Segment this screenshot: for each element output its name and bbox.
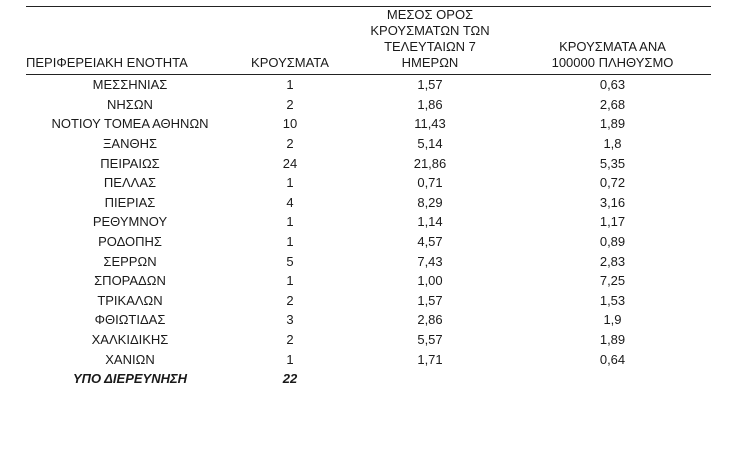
header-per100k	[514, 7, 711, 75]
cell-avg7: 21,86	[413, 155, 447, 171]
cell-region: ΡΕΘΥΜΝΟΥ	[92, 214, 168, 230]
cell-per100k: 2,83	[599, 253, 626, 269]
table-row	[26, 95, 711, 115]
cell-avg7: 4,57	[417, 234, 443, 250]
cell-region: ΝΟΤΙΟΥ ΤΟΜΕΑ ΑΘΗΝΩΝ	[51, 116, 209, 132]
cell-cases: 1	[286, 351, 294, 367]
cell-region: ΧΑΛΚΙΔΙΚΗΣ	[91, 332, 169, 348]
cell-per100k: 1,8	[603, 136, 622, 152]
cell-avg7: 11,43	[414, 116, 446, 132]
cell-cases: 4	[286, 194, 294, 210]
cell-avg7: 5,14	[417, 136, 443, 152]
cell-avg7: 1,57	[417, 292, 443, 308]
cell-avg7: 0,71	[417, 175, 443, 191]
cell-region: ΦΘΙΩΤΙΔΑΣ	[94, 312, 166, 328]
cell-cases: 5	[286, 253, 294, 269]
header-avg7-line: ΚΡΟΥΣΜΑΤΩΝ ΤΩΝ	[370, 23, 490, 38]
cell-region: ΜΕΣΣΗΝΙΑΣ	[92, 77, 168, 93]
header-row	[26, 7, 711, 75]
cell-region: ΤΡΙΚΑΛΩΝ	[97, 292, 163, 308]
cell-per100k: 7,25	[599, 273, 626, 289]
cell-region: ΞΑΝΘΗΣ	[102, 136, 158, 152]
table-row	[26, 114, 711, 134]
cell-region: ΣΕΡΡΩΝ	[103, 253, 157, 269]
cell-cases: 1	[286, 234, 294, 250]
table-row	[26, 212, 711, 232]
cell-avg7: 2,86	[417, 312, 443, 328]
header-cases: ΚΡΟΥΣΜΑΤΑ	[234, 7, 346, 75]
table-row	[26, 134, 711, 154]
cell-cases: 3	[286, 312, 294, 328]
cell-per100k: 0,63	[599, 77, 626, 93]
header-region: ΠΕΡΙΦΕΡΕΙΑΚΗ ΕΝΟΤΗΤΑ	[26, 7, 234, 75]
table-row	[26, 310, 711, 330]
table-row	[26, 271, 711, 291]
cell-cases: 1	[286, 214, 294, 230]
cell-region: ΝΗΣΩΝ	[107, 96, 153, 112]
table-row	[26, 153, 711, 173]
cell-avg7: 7,43	[417, 253, 443, 269]
header-avg7-line: ΜΕΣΟΣ ΟΡΟΣ	[386, 7, 474, 22]
cell-region: ΠΙΕΡΙΑΣ	[104, 194, 156, 210]
cell-per100k: 1,89	[599, 332, 626, 348]
header-avg7	[346, 7, 514, 75]
cell-region: ΣΠΟΡΑΔΩΝ	[94, 273, 166, 289]
cases-table	[26, 6, 711, 389]
cell-per100k: 3,16	[599, 194, 626, 210]
cell-avg7: 1,00	[417, 273, 443, 289]
header-avg7-line: ΤΕΛΕΥΤΑΙΩΝ 7	[384, 39, 476, 54]
header-per100k-line: ΚΡΟΥΣΜΑΤΑ ΑΝΑ	[559, 39, 666, 54]
cell-per100k: 0,64	[599, 351, 626, 367]
cell-region: ΡΟΔΟΠΗΣ	[98, 234, 162, 250]
cell-region: ΧΑΝΙΩΝ	[105, 351, 155, 367]
footer-empty	[346, 369, 514, 389]
cell-cases: 2	[286, 96, 294, 112]
cell-cases: 24	[282, 155, 298, 171]
cell-per100k: 2,68	[599, 96, 626, 112]
table-row	[26, 330, 711, 350]
cell-cases: 10	[282, 116, 298, 132]
cell-per100k: 1,89	[599, 116, 626, 132]
table-row	[26, 291, 711, 311]
cell-per100k: 1,9	[603, 312, 622, 328]
cell-per100k: 1,17	[599, 214, 626, 230]
cell-avg7: 1,71	[417, 351, 443, 367]
table-row	[26, 251, 711, 271]
table-row	[26, 349, 711, 369]
cell-avg7: 1,14	[417, 214, 443, 230]
cell-per100k: 1,53	[599, 292, 626, 308]
table-row	[26, 173, 711, 193]
footer-cases: 22	[282, 371, 298, 387]
table-row	[26, 75, 711, 95]
header-per100k-line: 100000 ΠΛΗΘΥΣΜΟ	[551, 55, 674, 70]
cell-cases: 2	[286, 332, 294, 348]
footer-row	[26, 369, 711, 389]
cell-cases: 2	[286, 136, 294, 152]
cell-cases: 2	[286, 292, 294, 308]
footer-label: ΥΠΟ ΔΙΕΡΕΥΝΗΣΗ	[72, 371, 188, 387]
cell-per100k: 0,89	[599, 234, 626, 250]
cell-per100k: 5,35	[599, 155, 626, 171]
footer-empty	[514, 369, 711, 389]
header-avg7-line: ΗΜΕΡΩΝ	[401, 55, 459, 70]
cell-cases: 1	[286, 77, 294, 93]
cell-avg7: 1,86	[417, 96, 443, 112]
cell-per100k: 0,72	[599, 175, 626, 191]
cell-avg7: 8,29	[417, 194, 443, 210]
table-row	[26, 232, 711, 252]
table-row	[26, 193, 711, 213]
cell-cases: 1	[286, 273, 294, 289]
cases-table-sheet	[26, 6, 711, 389]
cell-region: ΠΕΙΡΑΙΩΣ	[100, 155, 160, 171]
cell-avg7: 5,57	[417, 332, 443, 348]
cell-region: ΠΕΛΛΑΣ	[103, 175, 157, 191]
cell-avg7: 1,57	[417, 77, 443, 93]
cell-cases: 1	[286, 175, 294, 191]
